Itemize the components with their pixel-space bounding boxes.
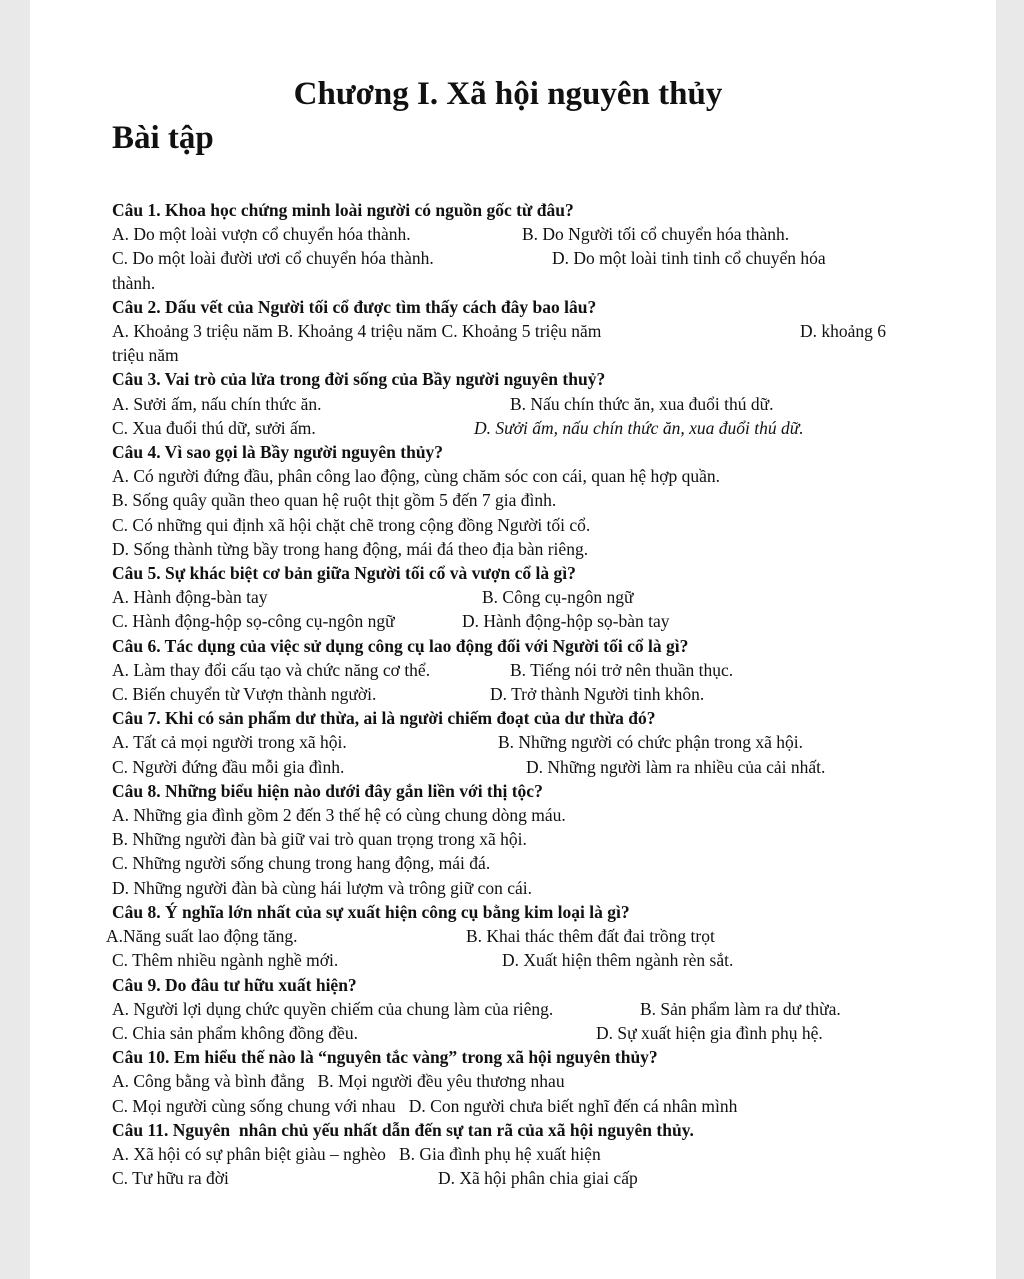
question-8: Câu 8. Những biểu hiện nào dưới đây gắn liền với thị tộc? (112, 780, 543, 801)
question-list (106, 198, 912, 1190)
question-2: Câu 2. Dấu vết của Người tối cổ được tìm thấy cách đây bao lâu? (112, 296, 597, 317)
answer-a: A. Do một loài vượn cổ chuyển hóa thành. (112, 224, 411, 245)
answer-d: D. Sống thành từng bầy trong hang động, mái đá theo địa bàn riêng. (112, 538, 589, 559)
answer-c: C. Thêm nhiều ngành nghề mới. (112, 950, 339, 971)
answer-c: C. Người đứng đầu mỗi gia đình. (112, 756, 345, 777)
question-1: Câu 1. Khoa học chứng minh loài người có nguồn gốc từ đâu? (112, 200, 574, 220)
question-9: Câu 9. Do đâu tư hữu xuất hiện? (112, 974, 357, 995)
answer-row (112, 948, 912, 972)
answer-a: A. Người lợi dụng chức quyền chiếm của chung làm của riêng. (112, 998, 554, 1019)
answer-d: D. Hành động-hộp sọ-bàn tay (462, 611, 670, 632)
question-3: Câu 3. Vai trò của lửa trong đời sống của Bầy người nguyên thuỷ? (112, 369, 606, 390)
answer-c: C. Những người sống chung trong hang động, mái đá. (112, 853, 491, 874)
answer-b: B. Sống quây quần theo quan hệ ruột thịt gồm 5 đến 7 gia đình. (112, 490, 557, 511)
question-7: Câu 7. Khi có sản phẩm dư thừa, ai là người chiếm đoạt của dư thừa đó? (112, 708, 656, 729)
question-11: Câu 11. Nguyên nhân chủ yếu nhất dẫn đến sự tan rã của xã hội nguyên thủy. (112, 1119, 694, 1140)
answer-b: B. Khai thác thêm đất đai trồng trọt (466, 926, 715, 947)
answer-row (112, 682, 912, 706)
answer-a: A. Tất cả mọi người trong xã hội. (112, 732, 347, 753)
answer-d: D. Sưởi ấm, nấu chín thức ăn, xua đuổi thú dữ. (474, 417, 804, 438)
answer-c: C. Hành động-hộp sọ-công cụ-ngôn ngữ (112, 611, 395, 632)
answer-b: B. Do Người tối cổ chuyển hóa thành. (522, 224, 790, 245)
answer-a: A. Sưởi ấm, nấu chín thức ăn. (112, 393, 322, 414)
answer-d: D. Những người đàn bà cùng hái lượm và trông giữ con cái. (112, 877, 532, 898)
answer-row (112, 392, 912, 416)
answer-a: A. Hành động-bàn tay (112, 587, 268, 608)
answer-d: D. khoảng 6 (800, 321, 887, 342)
answer-b: B. Sản phẩm làm ra dư thừa. (640, 998, 841, 1019)
exercise-heading: Bài tập (112, 120, 214, 156)
answer-a: A. Làm thay đổi cấu tạo và chức năng cơ thể. (112, 659, 431, 680)
answer-row (112, 609, 912, 633)
question-8b: Câu 8. Ý nghĩa lớn nhất của sự xuất hiện công cụ bằng kim loại là gì? (112, 901, 630, 922)
answer-row (112, 222, 912, 246)
answer-b: B. Những người có chức phận trong xã hội. (498, 732, 804, 753)
answer-row (112, 1021, 912, 1045)
answer-cd: C. Mọi người cùng sống chung với nhau D. Con người chưa biết nghĩ đến cá nhân mình (112, 1095, 738, 1116)
question-5: Câu 5. Sự khác biệt cơ bản giữa Người tối cổ và vượn cổ là gì? (112, 563, 576, 584)
chapter-title: Chương I. Xã hội nguyên thủy (293, 76, 723, 112)
answer-d: D. Do một loài tinh tinh cổ chuyển hóa (552, 248, 826, 269)
answer-ab: A. Xã hội có sự phân biệt giàu – nghèo B. Gia đình phụ hệ xuất hiện (112, 1143, 601, 1164)
answer-a: A. Có người đứng đầu, phân công lao động, cùng chăm sóc con cái, quan hệ hợp quần. (112, 466, 721, 487)
answer-b: B. Những người đàn bà giữ vai trò quan trọng trong xã hội. (112, 829, 527, 850)
answer-b: B. Tiếng nói trở nên thuần thục. (510, 659, 734, 680)
answer-abc: A. Khoảng 3 triệu năm B. Khoảng 4 triệu năm C. Khoảng 5 triệu năm (112, 321, 602, 342)
answer-b: B. Công cụ-ngôn ngữ (482, 587, 634, 608)
answer-row (112, 997, 912, 1021)
answer-c: C. Do một loài đười ươi cổ chuyển hóa thành. (112, 248, 434, 269)
answer-row (112, 1166, 912, 1190)
answer-d: D. Xuất hiện thêm ngành rèn sắt. (502, 950, 734, 971)
answer-ab: A. Công bằng và bình đẳng B. Mọi người đều yêu thương nhau (112, 1071, 565, 1092)
answer-c: C. Tư hữu ra đời (112, 1168, 229, 1189)
answer-row (112, 755, 912, 779)
answer-continuation: triệu năm (112, 345, 179, 366)
question-4: Câu 4. Vì sao gọi là Bầy người nguyên thủy? (112, 442, 444, 463)
answer-a: A.Năng suất lao động tăng. (106, 926, 298, 947)
answer-d: D. Sự xuất hiện gia đình phụ hệ. (596, 1022, 823, 1043)
answer-d: D. Những người làm ra nhiều của cải nhất. (526, 756, 826, 777)
question-10: Câu 10. Em hiểu thế nào là “nguyên tắc vàng” trong xã hội nguyên thủy? (112, 1047, 658, 1068)
answer-row (112, 658, 912, 682)
answer-b: B. Nấu chín thức ăn, xua đuổi thú dữ. (510, 393, 774, 414)
answer-row (112, 585, 912, 609)
question-6: Câu 6. Tác dụng của việc sử dụng công cụ lao động đối với Người tối cổ là gì? (112, 635, 689, 656)
answer-continuation: thành. (112, 272, 156, 293)
answer-a: A. Những gia đình gồm 2 đến 3 thế hệ có cùng chung dòng máu. (112, 805, 566, 826)
answer-d: D. Xã hội phân chia giai cấp (438, 1168, 638, 1189)
answer-c: C. Có những qui định xã hội chặt chẽ trong cộng đồng Người tối cổ. (112, 514, 591, 535)
answer-row (106, 924, 912, 948)
answer-c: C. Biến chuyển từ Vượn thành người. (112, 684, 377, 705)
answer-c: C. Xua đuổi thú dữ, sưởi ấm. (112, 417, 316, 438)
answer-row (112, 730, 912, 754)
answer-row (112, 319, 912, 343)
answer-c: C. Chia sản phẩm không đồng đều. (112, 1022, 358, 1043)
answer-row (112, 246, 912, 270)
answer-d: D. Trở thành Người tinh khôn. (490, 684, 705, 705)
answer-row (112, 416, 912, 440)
